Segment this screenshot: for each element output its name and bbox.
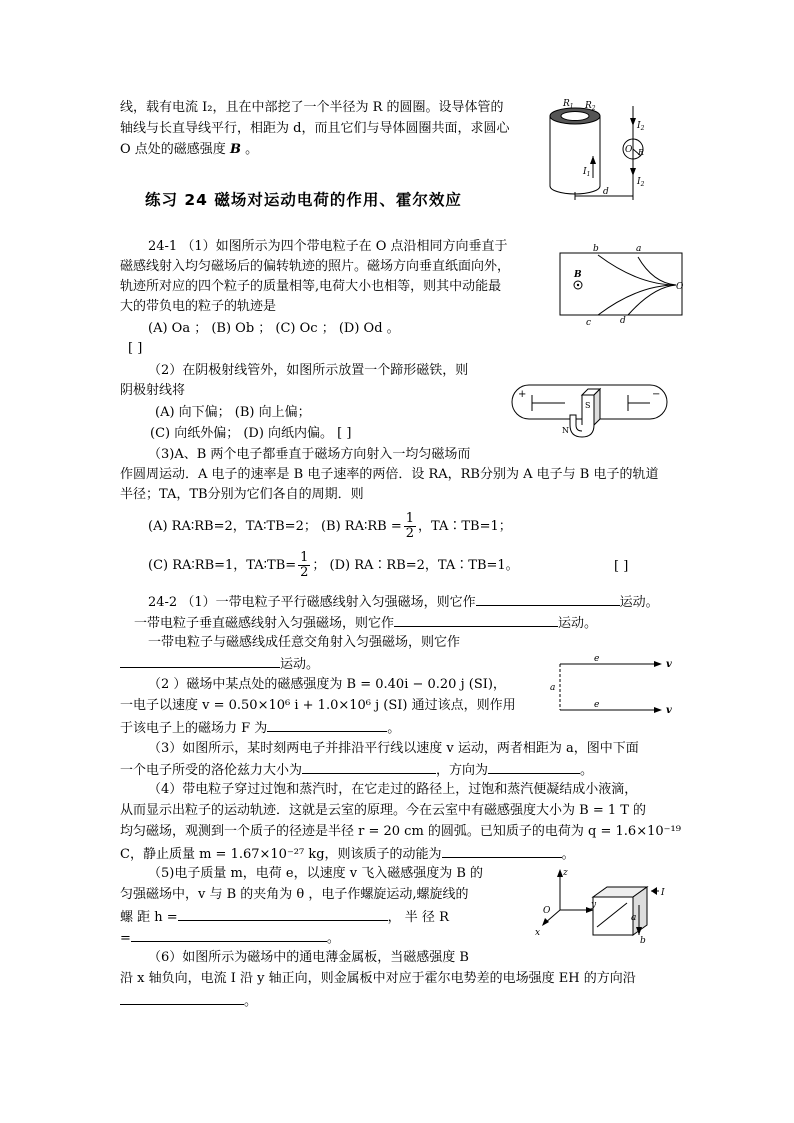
fig-conducting-tube [545,96,665,206]
label-minus: − [652,389,661,400]
label-I: I [661,888,665,898]
q24-2-6-line-3: 。 [120,991,257,1011]
answer-blank-1[interactable] [476,592,620,606]
label-d: d [603,187,609,197]
q24-2-2-line-1: （2 ）磁场中某点处的磁感强度为 B = 0.40i − 0.20 j (SI)， [148,677,506,692]
label-R: R [638,148,645,157]
fig-hall-plate [535,865,675,945]
q24-1-3-answer-bracket[interactable]: [ ] [614,559,629,574]
fig-parallel-electrons [540,654,675,718]
answer-blank-8[interactable] [178,907,388,921]
q24-1-1-options: (A) Oa ； (B) Ob ； (C) Oc ； (D) Od 。 [148,321,400,336]
q24-1-2-options-2: (C) 向纸外偏； (D) 向纸内偏。 [ ] [150,426,352,441]
q24-1-3-line-3: 半径；TA，TB分别为它们各自的周期．则 [120,487,364,502]
q24-1-2-options-1: (A) 向下偏； (B) 向上偏； [155,405,311,420]
q24-1-3-line-2: 作圆周运动．A 电子的速率是 B 电子速率的两倍．设 RA，RB分别为 A 电子与 B 电子的轨道 [120,467,659,482]
q24-2-5-line-3: 螺 距 h = ， 半 径 R [120,907,449,927]
label-d: d [620,316,626,326]
answer-blank-2[interactable] [394,613,558,627]
q24-1-1-answer-bracket[interactable]: [ ] [128,341,143,356]
label-a: a [636,244,642,254]
q24-1-3-options-AB: (A) RA∶RB=2，TA∶TB=2； (B) RA∶RB = $\frac{1}{2}$ ，TA∶TB=1； [148,511,512,541]
label-B: B [574,270,582,280]
answer-blank-5[interactable] [302,760,436,774]
q24-2-6-line-2: 沿 x 轴负向，电流 I 沿 y 轴正向，则金属板中对应于霍尔电势差的电场强度 EH 的方向沿 [120,971,636,986]
fraction-B: $\frac{1}{2}$ [405,511,415,541]
answer-blank-4[interactable] [267,718,387,732]
label-R1: $R_1$ [563,99,574,110]
q24-1-1-line-1: 24-1 （1）如图所示为四个带电粒子在 O 点沿相同方向垂直于 [148,239,508,254]
q24-2-2-line-3: 于该电子上的磁场力 F 为 。 [120,718,400,738]
label-e-top: e [594,654,600,664]
label-R2: $R_2$ [585,101,596,112]
q24-1-1-line-2: 磁感线射入均匀磁场后的偏转轨迹的照片。磁场方向垂直纸面向外， [120,259,511,274]
q24-2-1-line-3: 一带电粒子与磁感线成任意交角射入匀强磁场，则它作 [148,635,461,650]
label-O: O [543,906,551,916]
q24-1-3-line-1: （3)A、B 两个电子都垂直于磁场方向射入一均匀磁场而 [148,447,471,462]
answer-blank-10[interactable] [120,991,244,1005]
fig-particle-tracks [558,244,686,328]
intro-line-3: O 点处的磁感强度 B 。 [120,142,259,157]
label-I2-top: $I_2$ [637,121,645,132]
label-S: S [585,401,591,410]
q24-2-2-line-2: 一电子以速度 v = 0.50×10⁶ i + 1.0×10⁶ j (SI) 通过该点，则作用 [120,698,516,713]
intro-line-1: 线，载有电流 I₂，且在中部挖了一个半径为 R 的圆圈。设导体管的 [120,100,504,115]
answer-blank-9[interactable] [131,928,327,942]
q24-2-3-line-1: （3）如图所示，某时刻两电子并排沿平行线以速度 v 运动，两者相距为 a，图中下面 [148,741,639,756]
q24-2-5-line-4: = 。 [120,928,340,948]
q24-2-4-line-3: 均匀磁场，观测到一个质子的径迹是半径 r = 20 cm 的圆弧。已知质子的电荷为 q = 1.6×10⁻¹⁹ [120,824,681,839]
q24-2-6-line-1: （6）如图所示为磁场中的通电薄金属板，当磁感强度 B [148,950,469,965]
label-O: O [625,145,633,155]
q24-2-3-line-2: 一个电子所受的洛伦兹力大小为 ，方向为 。 [120,760,593,780]
q24-1-1-line-3: 轨迹所对应的四个粒子的质量相等,电荷大小也相等，则其中动能最 [120,279,502,294]
label-b: b [593,244,599,254]
label-plus: + [518,389,527,400]
q24-2-4-line-4: C，静止质量 m = 1.67×10⁻²⁷ kg，则该质子的动能为 。 [120,844,575,864]
label-c: c [586,318,592,328]
answer-blank-3[interactable] [120,654,280,668]
q24-1-2-line-2: 阴极射线将 [120,383,186,398]
fig-cathode-ray-tube [510,375,670,445]
label-N: N [562,426,569,435]
label-a: a [631,913,637,923]
intro-line-2: 轴线与长直导线平行，相距为 d，而且它们与导体圆圈共面，求圆心 [120,121,510,136]
q24-1-2-line-1: （2）在阴极射线管外，如图所示放置一个蹄形磁铁，则 [148,363,469,378]
answer-blank-6[interactable] [488,760,580,774]
label-O: O [676,282,684,292]
label-I1: $I_1$ [583,167,591,178]
q24-2-5-line-1: （5)电子质量 m，电荷 e，以速度 v 飞入磁感强度为 B 的 [148,866,484,881]
label-y: y [591,900,597,910]
q24-2-1-line-4: 运动。 [120,654,319,674]
label-a: a [550,683,556,693]
q24-2-1-line-2: 一带电粒子垂直磁感线射入匀强磁场，则它作 运动。 [134,613,597,633]
fraction-C: $\frac{1}{2}$ [300,550,309,580]
q24-2-5-line-2: 匀强磁场中，v 与 B 的夹角为 θ ，电子作螺旋运动,螺旋线的 [120,887,469,902]
label-I2-bottom: $I_2$ [637,177,645,188]
q24-2-1-line-1: 24-2 （1）一带电粒子平行磁感线射入匀强磁场，则它作 运动。 [148,592,659,612]
label-z: z [563,868,568,878]
q24-2-4-line-1: （4）带电粒子穿过过饱和蒸汽时，在它走过的路径上，过饱和蒸汽便凝结成小液滴， [148,782,638,797]
q24-2-4-line-2: 从而显示出粒子的运动轨迹．这就是云室的原理。今在云室中有磁感强度大小为 B = 1 T 的 [120,803,647,818]
label-x: x [535,928,541,938]
label-b: b [640,936,646,946]
answer-blank-7[interactable] [442,844,562,858]
label-v-top: v [666,659,672,670]
section-title: 练习 24 磁场对运动电荷的作用、霍尔效应 [145,191,462,209]
label-e-bottom: e [594,700,600,710]
q24-1-3-options-CD: (C) RA∶RB=1，TA∶TB= $\frac{1}{2}$ ； (D) RA∶RB=2，TA∶TB=1。 [148,550,519,580]
label-v-bottom: v [666,705,672,716]
q24-1-1-line-4: 大的带负电的粒子的轨迹是 [120,299,277,314]
